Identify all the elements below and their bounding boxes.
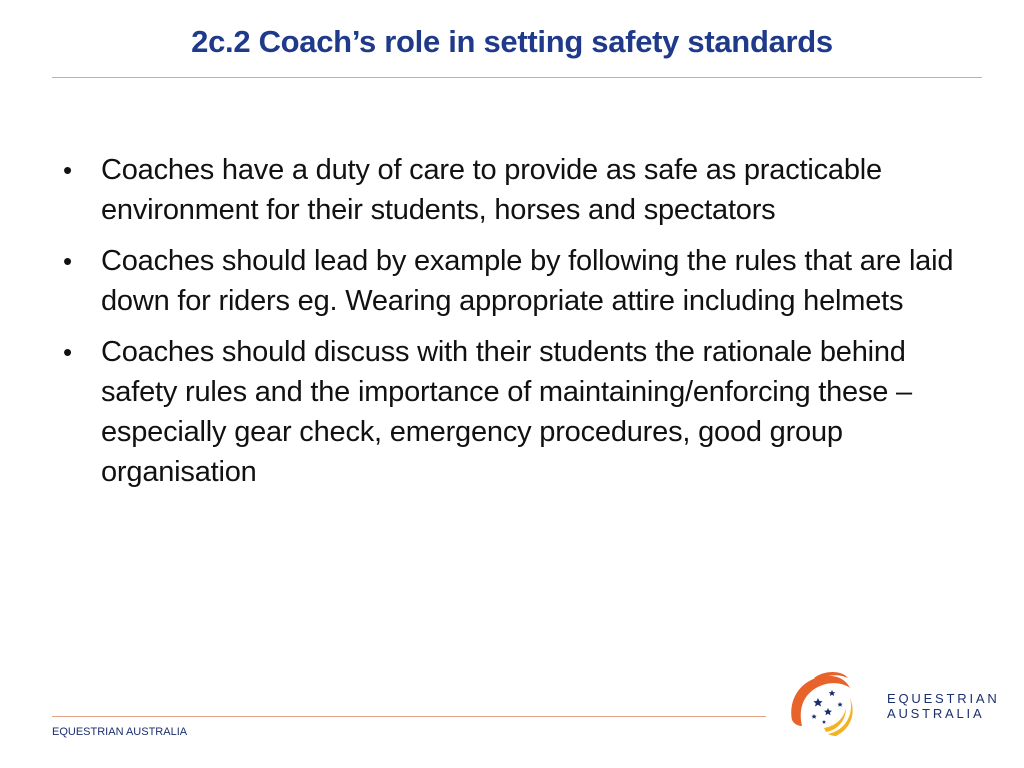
bullet-item — [60, 332, 960, 492]
slide-title: 2c.2 Coach’s role in setting safety standards — [191, 24, 833, 59]
footer-organisation: EQUESTRIAN AUSTRALIA — [52, 726, 188, 738]
footer-divider — [52, 716, 766, 717]
title-divider — [52, 77, 982, 78]
bullet-text: Coaches should discuss with their students the rationale behind safety rules and the importance of maintaining/enforcing these – especially gear check, emergency procedures, good group organisation — [101, 336, 912, 488]
equestrian-australia-logo — [784, 668, 1000, 738]
bullet-item — [60, 150, 960, 230]
bullet-list — [60, 150, 960, 503]
bullet-item — [60, 241, 960, 321]
logo-wordmark-line2: AUSTRALIA — [887, 706, 985, 721]
bullet-icon: • — [63, 337, 72, 367]
bullet-text: Coaches should lead by example by following the rules that are laid down for riders eg. Wearing appropriate attire including helmets — [101, 245, 954, 317]
bullet-icon: • — [63, 246, 72, 276]
bullet-icon: • — [63, 155, 72, 185]
logo-wordmark-line1: EQUESTRIAN — [887, 691, 1000, 706]
bullet-text: Coaches have a duty of care to provide as safe as practicable environment for their students, horses and spectators — [101, 154, 882, 226]
horse-emblem-icon — [784, 668, 874, 738]
logo-wordmark — [887, 691, 1000, 721]
